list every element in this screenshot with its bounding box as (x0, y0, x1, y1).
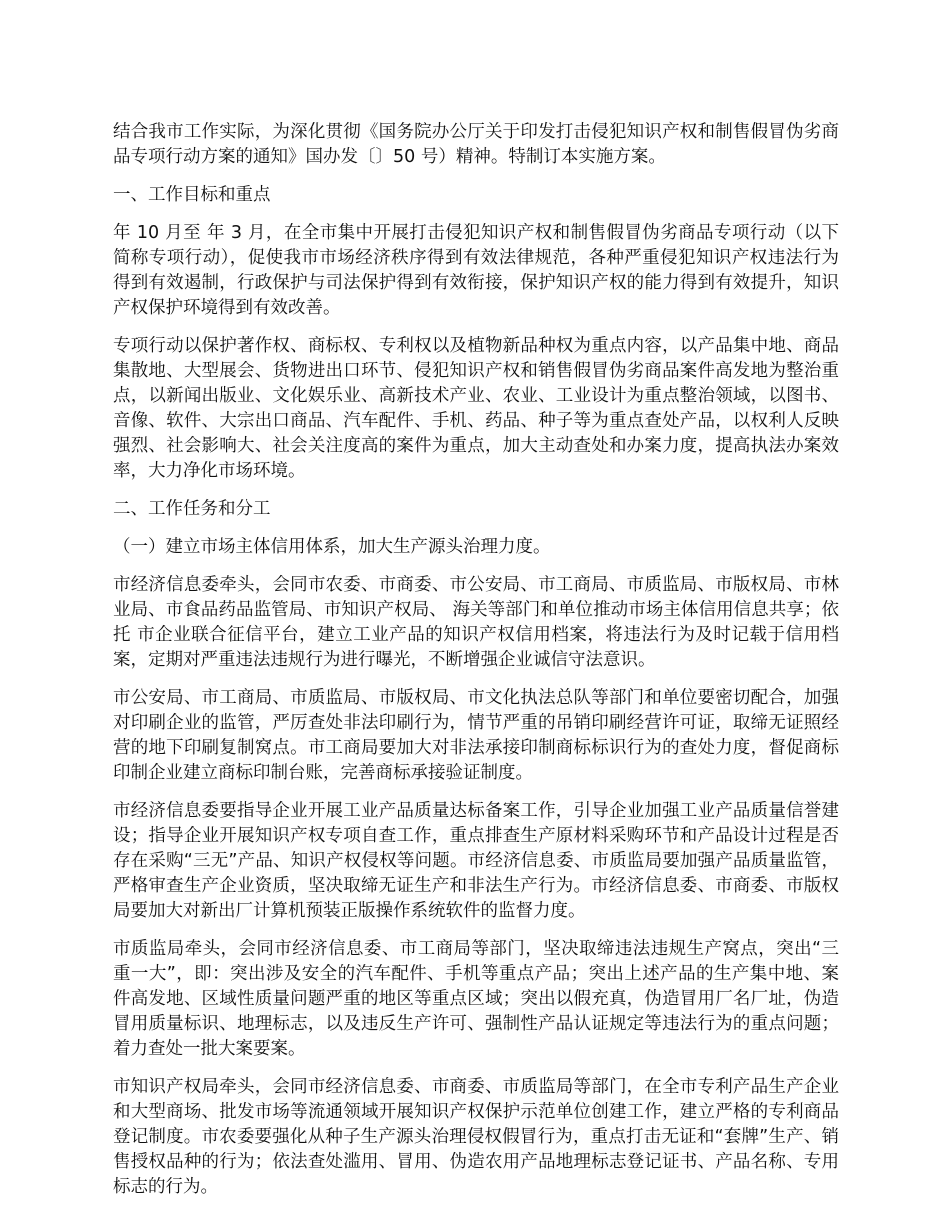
section-heading-goals: 一、工作目标和重点 (113, 185, 271, 205)
subsection-heading-credit: （一）建立市场主体信用体系，加大生产源头治理力度。 (113, 537, 551, 557)
goals-paragraph: 年 10 月至 年 3 月，在全市集中开展打击侵犯知识产权和制售假冒伪劣商品专项行动（以下简称专项行动），促使我市市场经济秩序得到有效法律规范，各种严重侵犯知识产权违法行为得到有效遏制，行政保护与司法保护得到有效衔接，保护知识产权的能力得到有效提升，知识产权保护环境得到有效改善。 (113, 223, 839, 318)
document-body (113, 120, 839, 1213)
focus-paragraph: 专项行动以保护著作权、商标权、专利权以及植物新品种权为重点内容，以产品集中地、商品集散地、大型展会、货物进出口环节、侵犯知识产权和销售假冒伪劣商品案件高发地为整治重点，以新闻出版业、文化娱乐业、高新技术产业、农业、工业设计为重点整治领域，以图书、音像、软件、大宗出口商品、汽车配件、手机、药品、种子等为重点查处产品，以权利人反映强烈、社会影响大、社会关注度高的案件为重点，加大主动查处和办案力度，提高执法办案效率，大力净化市场环境。 (113, 336, 839, 481)
three-key-paragraph: 市质监局牵头，会同市经济信息委、市工商局等部门，坚决取缔违法违规生产窝点，突出“三重一大”，即：突出涉及安全的汽车配件、手机等重点产品；突出上述产品的生产集中地、案件高发地、区域性质量问题严重的地区等重点区域；突出以假充真，伪造冒用厂名厂址，伪造冒用质量标识、地理标志，以及违反生产许可、强制性产品认证规定等违法行为的重点问题；着力查处一批大案要案。 (113, 939, 839, 1059)
quality-paragraph: 市经济信息委要指导企业开展工业产品质量达标备案工作，引导企业加强工业产品质量信誉建设；指导企业开展知识产权专项自查工作，重点排查生产原材料采购环节和产品设计过程是否存在采购“三无”产品、知识产权侵权等问题。市经济信息委、市质监局要加强产品质量监管，严格审查生产企业资质，坚决取缔无证生产和非法生产行为。市经济信息委、市商委、市版权局要加大对新出厂计算机预装正版操作系统软件的监督力度。 (113, 801, 839, 921)
credit-paragraph: 市经济信息委牵头，会同市农委、市商委、市公安局、市工商局、市质监局、市版权局、市林业局、市食品药品监管局、市知识产权局、 海关等部门和单位推动市场主体信用信息共享；依托 市企业联合征信平台，建立工业产品的知识产权信用档案，将违法行为及时记载于信用档案，定期对严重违法违规行为进行曝光，不断增强企业诚信守法意识。 (113, 575, 839, 670)
section-heading-tasks: 二、工作任务和分工 (113, 499, 271, 519)
intro-paragraph: 结合我市工作实际，为深化贯彻《国务院办公厅关于印发打击侵犯知识产权和制售假冒伪劣商品专项行动方案的通知》国办发〔〕50 号）精神。特制订本实施方案。 (113, 122, 839, 167)
ip-office-paragraph: 市知识产权局牵头，会同市经济信息委、市商委、市质监局等部门，在全市专利产品生产企业和大型商场、批发市场等流通领域开展知识产权保护示范单位创建工作，建立严格的专利商品登记制度。市农委要强化从种子生产源头治理侵权假冒行为，重点打击无证和“套牌”生产、销售授权品种的行为；依法查处滥用、冒用、伪造农用产品地理标志登记证书、产品名称、专用标志的行为。 (113, 1077, 839, 1197)
printing-paragraph: 市公安局、市工商局、市质监局、市版权局、市文化执法总队等部门和单位要密切配合，加强对印刷企业的监管，严厉查处非法印刷行为，情节严重的吊销印刷经营许可证，取缔无证照经营的地下印刷复制窝点。市工商局要加大对非法承接印制商标标识行为的查处力度，督促商标印制企业建立商标印制台账，完善商标承接验证制度。 (113, 688, 839, 783)
